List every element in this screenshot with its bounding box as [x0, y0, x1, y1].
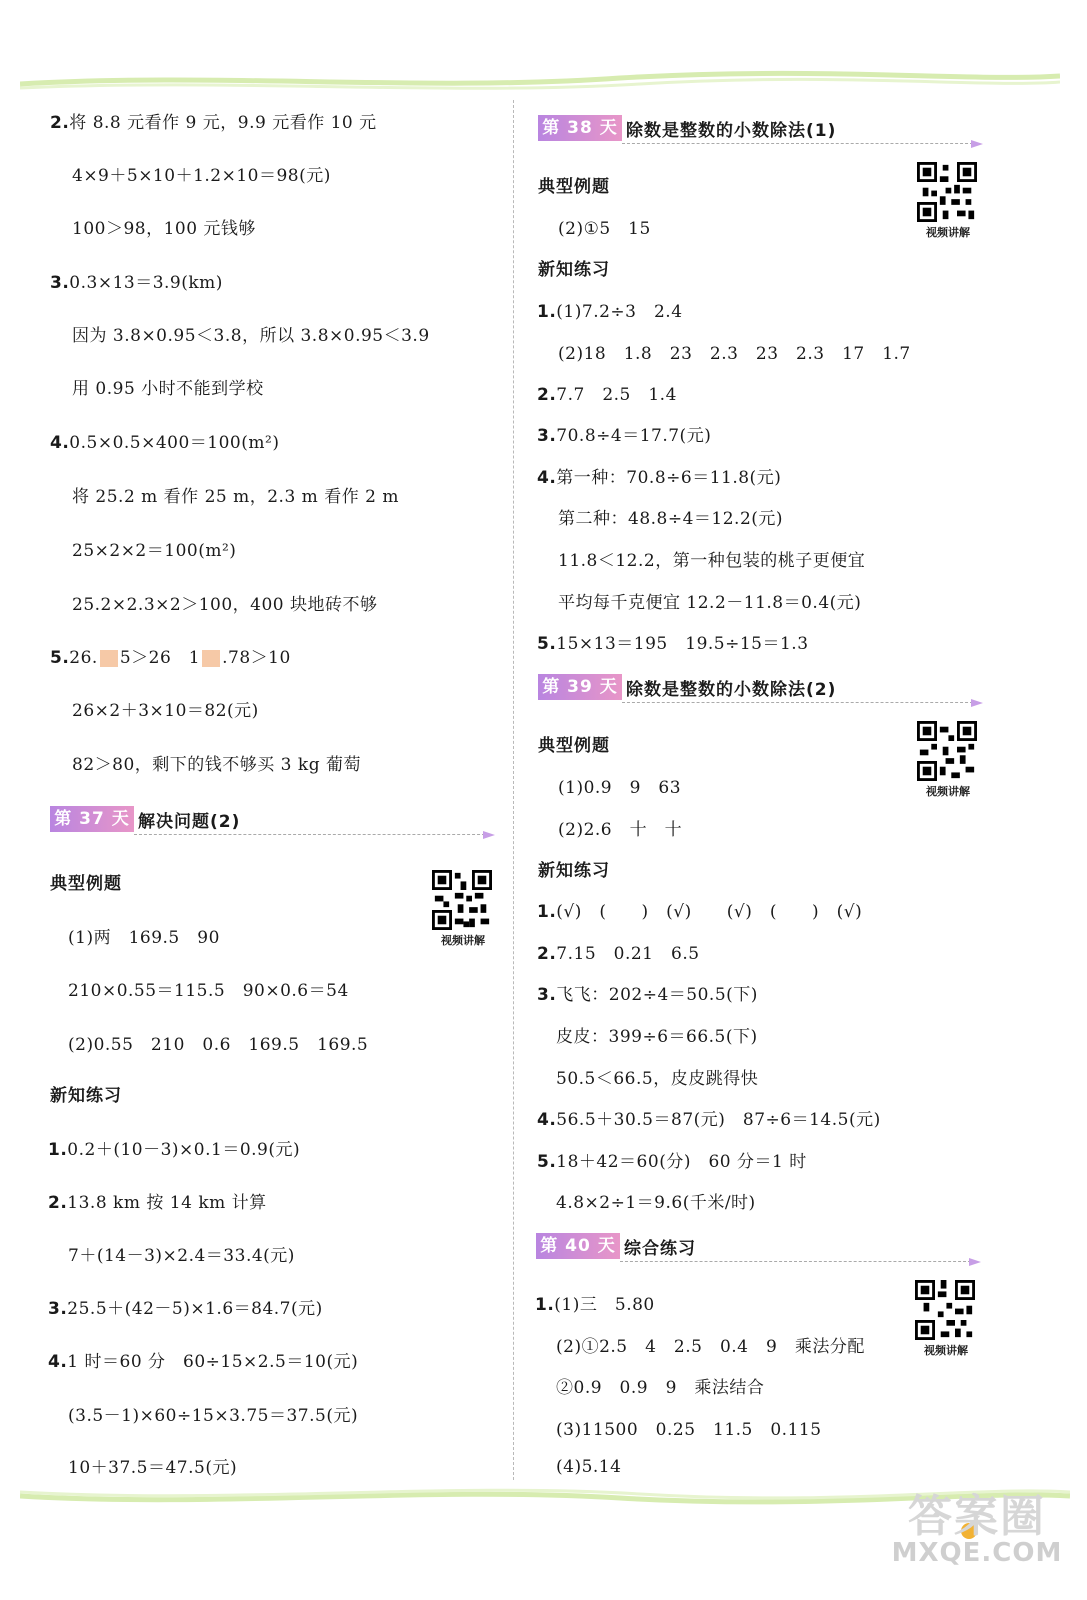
qr-label: 视频讲解	[924, 1344, 968, 1357]
watermark-url: MXQE.COM	[891, 1538, 1063, 1568]
answer-line: 26×2＋3×10＝82(元)	[72, 701, 259, 721]
qr-label: 视频讲解	[926, 785, 970, 798]
top-decorative-wave	[20, 62, 1060, 102]
column-divider	[513, 100, 514, 1480]
example-line: (1)0.9 9 63	[558, 778, 682, 798]
qr-code-day39[interactable]	[917, 721, 979, 799]
answer-line: 4.8×2÷1＝9.6(千米/时)	[556, 1193, 756, 1213]
answer-line: 因为 3.8×0.95＜3.8，所以 3.8×0.95＜3.9	[72, 326, 430, 346]
practice-heading: 新知练习	[50, 1086, 122, 1106]
qr-code-day38[interactable]	[917, 162, 979, 240]
answer-line: 25×2×2＝100(m²)	[72, 541, 237, 561]
example-line: (2)0.55 210 0.6 169.5 169.5	[68, 1035, 369, 1055]
answer-line: (4)5.14	[556, 1457, 622, 1477]
answer-line: 2.7.15 0.21 6.5	[537, 944, 700, 964]
answer-line: 1.(√) ( ) (√) (√) ( ) (√)	[537, 902, 863, 922]
header-arrow-icon	[971, 140, 983, 148]
answer-line: 第二种：48.8÷4＝12.2(元)	[558, 509, 784, 529]
practice-heading: 新知练习	[538, 861, 610, 881]
example-line: 210×0.55＝115.5 90×0.6＝54	[68, 981, 349, 1001]
day-badge: 第 40 天	[536, 1233, 620, 1259]
answer-line: (3.5－1)×60÷15×3.75＝37.5(元)	[68, 1406, 359, 1426]
answer-line: 10＋37.5＝47.5(元)	[68, 1458, 238, 1478]
blank-box	[100, 650, 118, 667]
answer-line: 100＞98，100 元钱够	[72, 219, 256, 239]
watermark-title: 答案圈	[908, 1491, 1046, 1542]
section-title: 除数是整数的小数除法(2)	[626, 680, 837, 700]
answer-line: 4.1 时＝60 分 60÷15×2.5＝10(元)	[48, 1352, 359, 1372]
answer-line: 82＞80，剩下的钱不够买 3 kg 葡萄	[72, 755, 361, 775]
section-title: 除数是整数的小数除法(1)	[626, 121, 837, 141]
answer-line: 将 25.2 m 看作 25 m，2.3 m 看作 2 m	[72, 487, 399, 507]
section-title: 综合练习	[624, 1239, 696, 1259]
watermark-logo	[887, 1480, 1067, 1590]
answer-line: (2)18 1.8 23 2.3 23 2.3 17 1.7	[558, 344, 911, 364]
qr-code-icon	[917, 721, 977, 781]
qr-code-icon	[432, 870, 492, 930]
header-rule	[622, 702, 973, 703]
answer-line: 3.0.3×13＝3.9(km)	[50, 273, 223, 293]
practice-heading: 新知练习	[538, 260, 610, 280]
day40-header	[536, 1232, 981, 1262]
header-rule	[620, 1261, 971, 1262]
answer-line: 11.8＜12.2，第一种包装的桃子更便宜	[558, 551, 866, 571]
day38-header	[538, 114, 983, 144]
answer-line: 3.70.8÷4＝17.7(元)	[537, 426, 712, 446]
qr-code-day40[interactable]	[915, 1280, 977, 1358]
example-line: (2)2.6 十 十	[558, 820, 683, 840]
answer-line: 4.0.5×0.5×400＝100(m²)	[50, 433, 280, 453]
example-heading: 典型例题	[538, 177, 610, 197]
answer-line: 5.15×13＝195 19.5÷15＝1.3	[537, 634, 809, 654]
answer-line-q5: 5.26. 5＞26 1 .78＞10	[50, 648, 291, 668]
header-rule	[134, 834, 485, 835]
answer-line: 用 0.95 小时不能到学校	[72, 379, 264, 399]
answer-line: 1.(1)三 5.80	[535, 1295, 655, 1315]
answer-line: 5.18＋42＝60(分) 60 分＝1 时	[537, 1152, 807, 1172]
answer-line: 50.5＜66.5，皮皮跳得快	[556, 1069, 759, 1089]
day37-header	[50, 805, 495, 835]
qr-code-day37[interactable]	[432, 870, 494, 948]
example-line: (2)①5 15	[558, 219, 651, 239]
answer-line: 4×9＋5×10＋1.2×10＝98(元)	[72, 166, 331, 186]
blank-box	[202, 650, 220, 667]
day-badge: 第 38 天	[538, 115, 622, 141]
qr-label: 视频讲解	[926, 226, 970, 239]
answer-line: 7＋(14－3)×2.4＝33.4(元)	[68, 1246, 295, 1266]
example-line: (1)两 169.5 90	[68, 928, 220, 948]
section-title: 解决问题(2)	[138, 812, 241, 832]
qr-code-icon	[917, 162, 977, 222]
qr-label: 视频讲解	[441, 934, 485, 947]
answer-line: 1.0.2＋(10－3)×0.1＝0.9(元)	[48, 1140, 301, 1160]
day-badge: 第 37 天	[50, 806, 134, 832]
answer-line: (3)11500 0.25 11.5 0.115	[556, 1420, 822, 1440]
header-arrow-icon	[969, 1258, 981, 1266]
answer-line: 4.56.5＋30.5＝87(元) 87÷6＝14.5(元)	[537, 1110, 881, 1130]
header-rule	[622, 143, 973, 144]
header-arrow-icon	[971, 699, 983, 707]
answer-line: 3.25.5＋(42－5)×1.6＝84.7(元)	[48, 1299, 323, 1319]
answer-line: 皮皮：399÷6＝66.5(下)	[556, 1027, 758, 1047]
header-arrow-icon	[483, 831, 495, 839]
day39-header	[538, 673, 983, 703]
answer-line: 1.(1)7.2÷3 2.4	[537, 302, 683, 322]
answer-line: 4.第一种：70.8÷6＝11.8(元)	[537, 468, 782, 488]
answer-line: 2.7.7 2.5 1.4	[537, 385, 677, 405]
example-heading: 典型例题	[538, 736, 610, 756]
answer-line: 2.将 8.8 元看作 9 元，9.9 元看作 10 元	[50, 113, 377, 133]
example-heading: 典型例题	[50, 874, 122, 894]
answer-line: 3.飞飞：202÷4＝50.5(下)	[537, 985, 758, 1005]
day-badge: 第 39 天	[538, 674, 622, 700]
answer-line: ②0.9 0.9 9 乘法结合	[556, 1378, 765, 1398]
qr-code-icon	[915, 1280, 975, 1340]
answer-line: (2)①2.5 4 2.5 0.4 9 乘法分配	[556, 1337, 865, 1357]
answer-line: 平均每千克便宜 12.2－11.8＝0.4(元)	[558, 593, 862, 613]
answer-line: 25.2×2.3×2＞100，400 块地砖不够	[72, 595, 378, 615]
answer-line: 2.13.8 km 按 14 km 计算	[48, 1193, 267, 1213]
